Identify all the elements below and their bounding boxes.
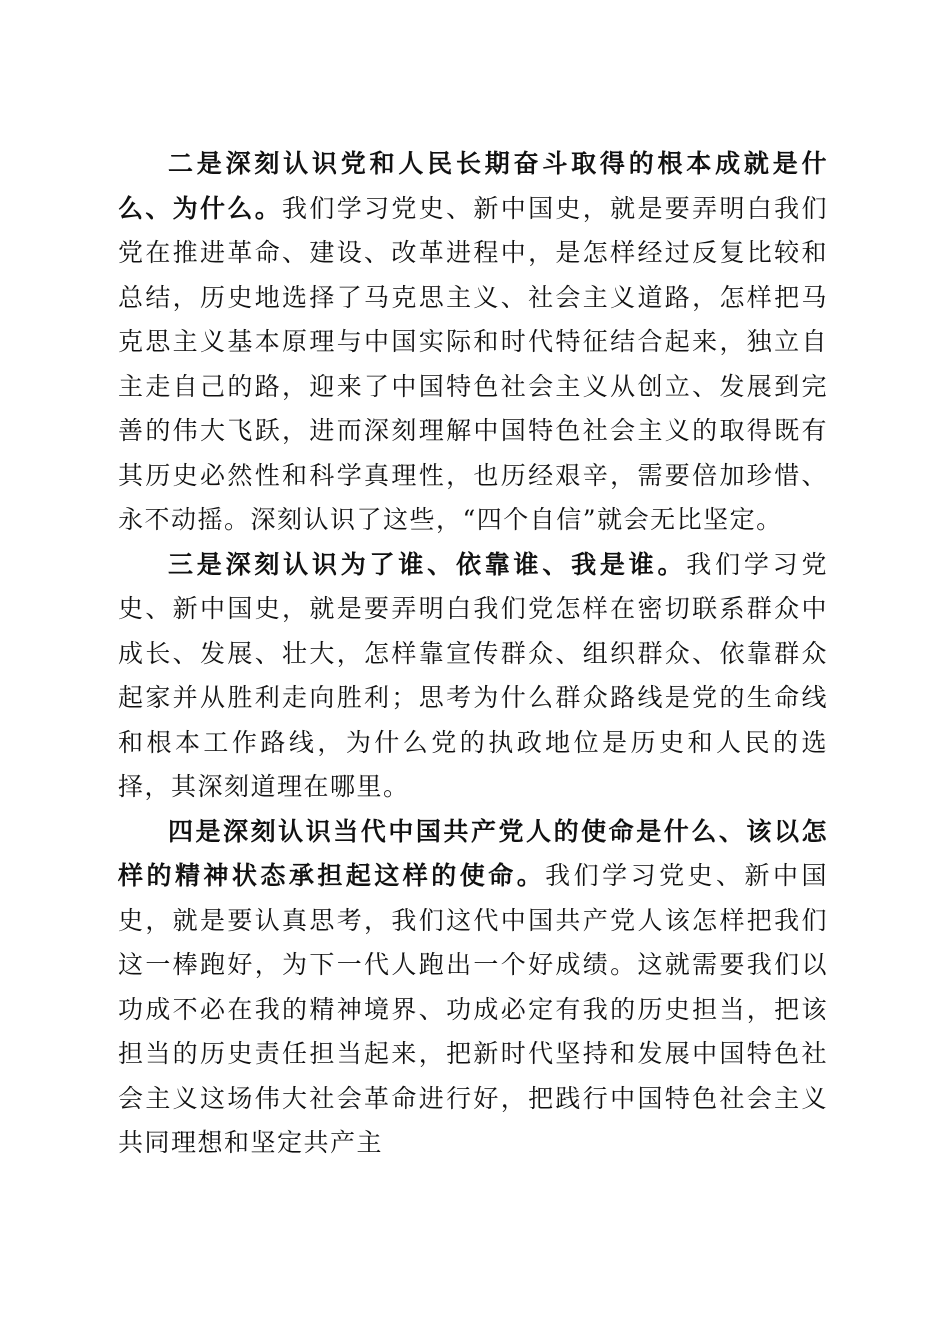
paragraph-third-point: [118, 543, 828, 810]
paragraph-lead: 三是深刻认识为了谁、依靠谁、我是谁。: [168, 549, 687, 579]
paragraph-second-point: [118, 142, 828, 543]
paragraph-fourth-point: [118, 810, 828, 1166]
paragraph-body: 我们学习党史、新中国史，就是要认真思考，我们这代中国共产党人该怎样把我们这一棒跑好，为下一代人跑出一个好成绩。这就需要我们以功成不必在我的精神境界、功成必定有我的历史担当，把该担当的历史责任担当起来，把新时代坚持和发展中国特色社会主义这场伟大社会革命进行好，把践行中国特色社会主义共同理想和坚定共产主: [118, 861, 828, 1157]
paragraph-body: 我们学习党史、新中国史，就是要弄明白我们党在推进革命、建设、改革进程中，是怎样经过反复比较和总结，历史地选择了马克思主义、社会主义道路，怎样把马克思主义基本原理与中国实际和时代特征结合起来，独立自主走自己的路，迎来了中国特色社会主义从创立、发展到完善的伟大飞跃，进而深刻理解中国特色社会主义的取得既有其历史必然性和科学真理性，也历经艰辛，需要倍加珍惜、永不动摇。深刻认识了这些，“四个自信”就会无比坚定。: [118, 193, 828, 534]
paragraph-lead: 四是深刻认识当代中国共产党人的使命是什么、该以怎样的精神状态承担起这样的使命。: [118, 816, 828, 890]
document-body: [118, 142, 828, 1166]
paragraph-body: 我们学习党史、新中国史，就是要弄明白我们党怎样在密切联系群众中成长、发展、壮大，怎样靠宣传群众、组织群众、依靠群众起家并从胜利走向胜利；思考为什么群众路线是党的生命线和根本工作路线，为什么党的执政地位是历史和人民的选择，其深刻道理在哪里。: [118, 549, 828, 801]
paragraph-lead: 二是深刻认识党和人民长期奋斗取得的根本成就是什么、为什么。: [118, 149, 828, 223]
